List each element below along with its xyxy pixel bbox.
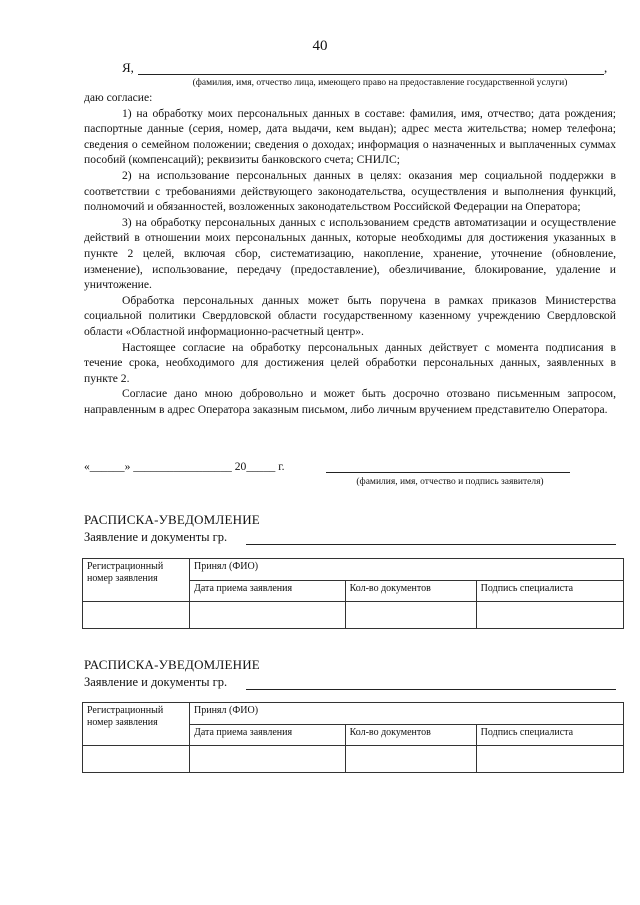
- doc-count-cell: [345, 746, 476, 773]
- receipt-name-line: [246, 544, 616, 545]
- specialist-signature-header: Подпись специалиста: [476, 725, 623, 746]
- date-received-cell: [190, 602, 346, 629]
- consent-comma: ,: [604, 60, 608, 75]
- receipt-table: [82, 558, 624, 629]
- signature-line: [326, 472, 570, 473]
- consent-date-line: «______» _________________ 20_____ г.: [84, 460, 285, 473]
- consent-item-3: 3) на обработку персональных данных с использованием средств автоматизации и осуществление действий в отношении моих персональных данных, которые необходимы для достижения указанных в пункте 2 целей, включая сбор, систематизацию, накопление, хранение, уточнение (обновление, изменение), использование, передачу (предоставление), обезличивание, блокирование, удаление и уничтожение.: [84, 215, 616, 292]
- accepted-by-header: Принял (ФИО): [190, 559, 624, 581]
- consent-item-2: 2) на использование персональных данных в целях: оказания мер социальной поддержки в соответствии с требованиями действующего законодательства, осуществления и выполнения функций, полномочий и обязанностей, возложенных законодательством Российской Федерации на Оператора;: [84, 168, 616, 214]
- receipt-subtitle: Заявление и документы гр.: [84, 530, 228, 544]
- consent-intro: даю согласие:: [84, 91, 153, 104]
- consent-ya-label: Я,: [122, 60, 134, 75]
- receipt-subtitle: Заявление и документы гр.: [84, 675, 228, 689]
- receipt-name-line: [246, 689, 616, 690]
- specialist-signature-cell: [476, 746, 623, 773]
- reg-number-cell: [83, 602, 190, 629]
- date-received-header: Дата приема заявления: [190, 581, 346, 602]
- consent-paragraph-validity: Настоящее согласие на обработку персональных данных действует с момента подписания в течение срока, необходимого для достижения целей обработки персональных данных, заявленных в пункте 2.: [84, 340, 616, 385]
- table-row: [83, 746, 624, 773]
- reg-number-header: Регистрационный номер заявления: [83, 559, 190, 602]
- applicant-name-line: [138, 74, 604, 75]
- date-received-cell: [190, 746, 346, 773]
- table-row: [83, 602, 624, 629]
- receipt-title: РАСПИСКА-УВЕДОМЛЕНИЕ: [84, 512, 260, 527]
- consent-item-1: 1) на обработку моих персональных данных в составе: фамилия, имя, отчество; дата рождения; паспортные данные (серия, номер, дата выдачи, кем выдан); адрес места жительства; номер телефона; сведения о семейном положении; сведения о доходах; информация о назначенных и выплаченных суммах пособий (компенсаций); реквизиты банковского счета; СНИЛС;: [84, 106, 616, 167]
- page-number: 40: [312, 38, 328, 54]
- reg-number-header: Регистрационный номер заявления: [83, 703, 190, 746]
- consent-body: [84, 90, 616, 417]
- accepted-by-header: Принял (ФИО): [190, 703, 624, 725]
- signature-caption: (фамилия, имя, отчество и подпись заявителя): [356, 477, 544, 487]
- consent-paragraph-revocation: Согласие дано мною добровольно и может быть досрочно отозвано письменным запросом, направленным в адрес Оператора заказным письмом, либо личным вручением представителю Оператора.: [84, 387, 616, 416]
- specialist-signature-cell: [476, 602, 623, 629]
- date-received-header: Дата приема заявления: [190, 725, 346, 746]
- specialist-signature-header: Подпись специалиста: [476, 581, 623, 602]
- consent-paragraph-processing: Обработка персональных данных может быть поручена в рамках приказов Министерства социальной политики Свердловской области государственному казенному учреждению Свердловской области «Областной информационно-расчетный центр».: [84, 293, 616, 338]
- receipt-table: [82, 702, 624, 773]
- doc-count-header: Кол-во документов: [345, 725, 476, 746]
- doc-count-cell: [345, 602, 476, 629]
- reg-number-cell: [83, 746, 190, 773]
- receipt-title: РАСПИСКА-УВЕДОМЛЕНИЕ: [84, 657, 260, 672]
- applicant-name-caption: (фамилия, имя, отчество лица, имеющего право на предоставление государственной услуги): [192, 78, 568, 88]
- doc-count-header: Кол-во документов: [345, 581, 476, 602]
